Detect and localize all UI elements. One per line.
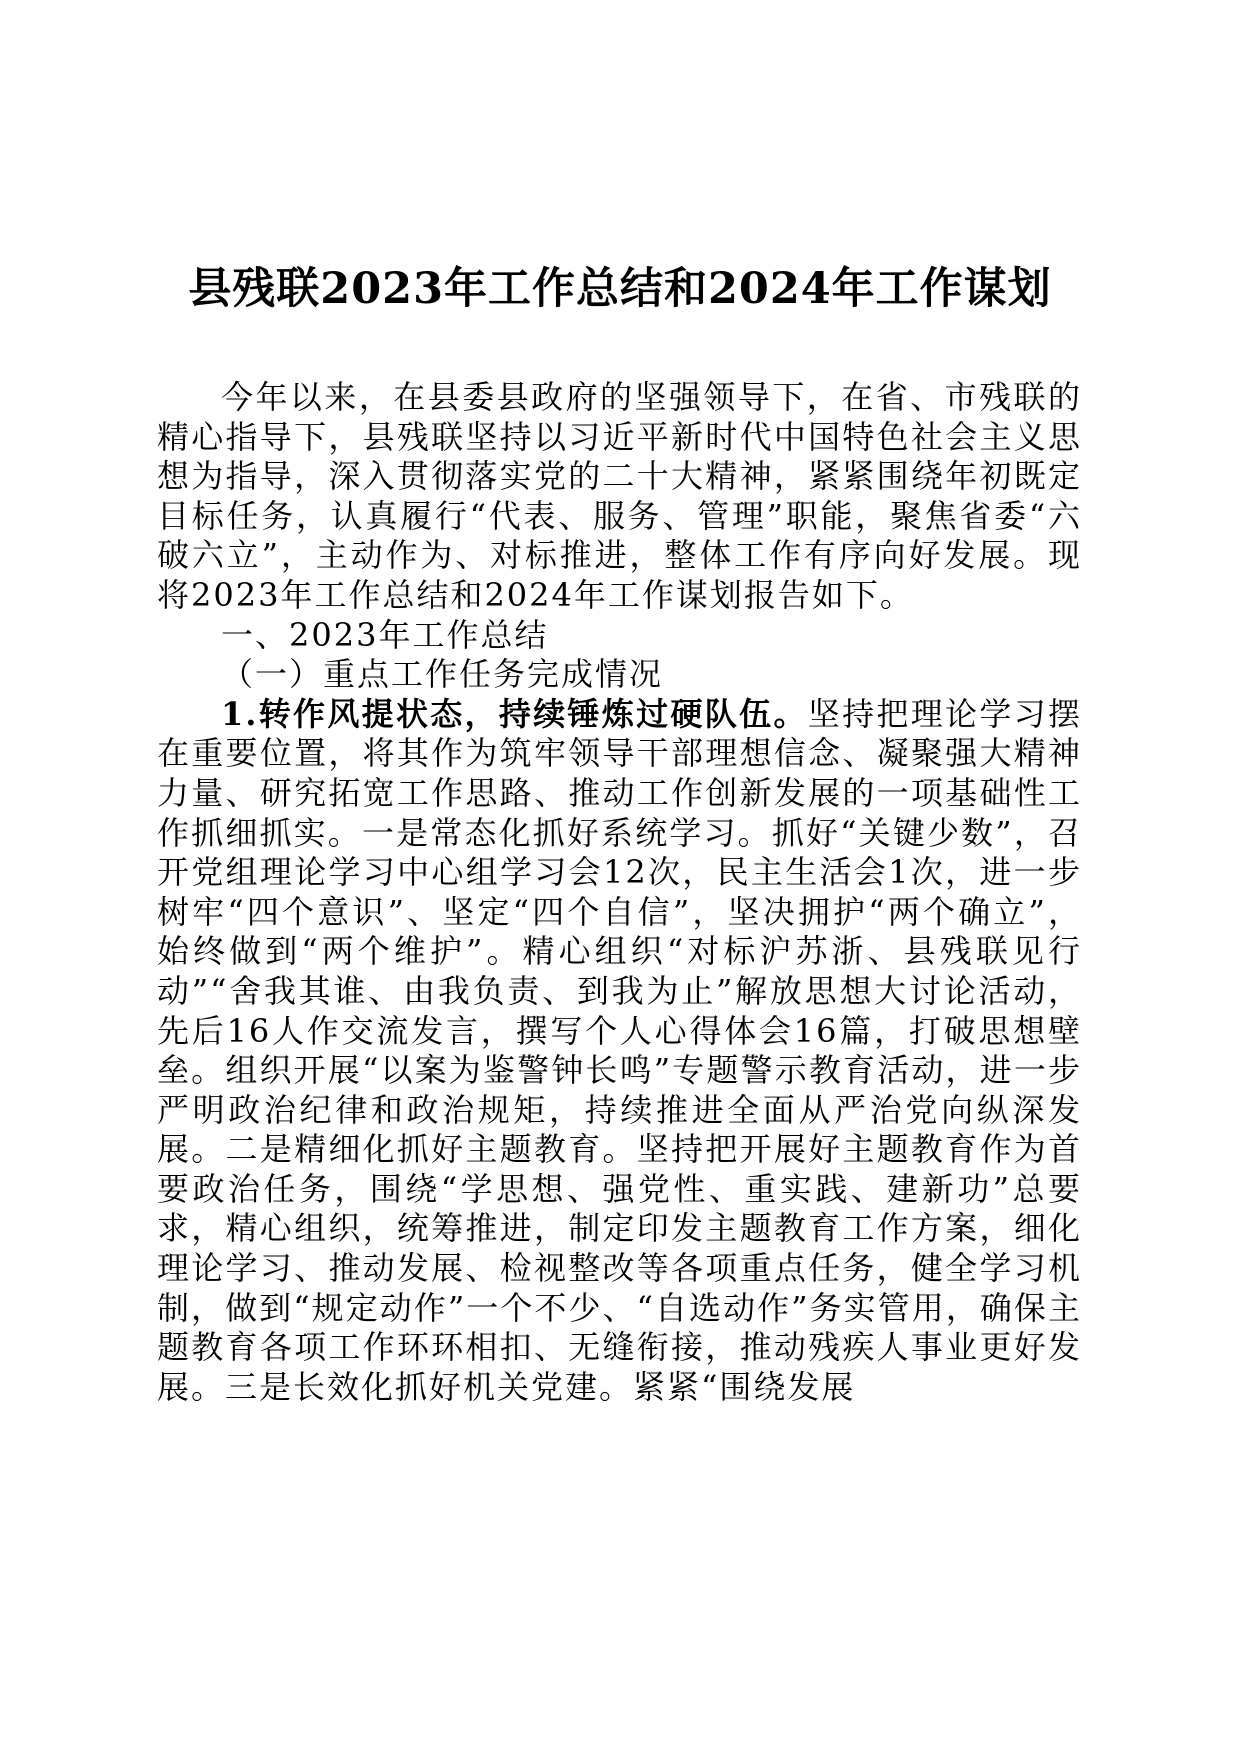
document-title: 县残联2023年工作总结和2024年工作谋划: [188, 264, 1052, 314]
item-text: 坚持把理论学习摆在重要位置，将其作为筑牢领导干部理想信念、凝聚强大精神力量、研究拓宽工作思路、推动工作创新发展的一项基础性工作抓细抓实。一是常态化抓好系统学习。抓好“关键少数”，召开党组理论学习中心组学习会12次，民主生活会1次，进一步树牢“四个意识”、坚定“四个自信”，坚决拥护“两个确立”，始终做到“两个维护”。精心组织“对标沪苏浙、县残联见行动”“舍我其谁、由我负责、到我为止”解放思想大讨论活动，先后16人作交流发言，撰写个人心得体会16篇，打破思想壁垒。组织开展“以案为鉴警钟长鸣”专题警示教育活动，进一步严明政治纪律和政治规矩，持续推进全面从严治党向纵深发展。二是精细化抓好主题教育。坚持把开展好主题教育作为首要政治任务，围绕“学思想、强党性、重实践、建新功”总要求，精心组织，统筹推进，制定印发主题教育工作方案，细化理论学习、推动发展、检视整改等各项重点任务，健全学习机制，做到“规定动作”一个不少、“自选动作”务实管用，确保主题教育各项工作环环相扣、无缝衔接，推动残疾人事业更好发展。三是长效化抓好机关党建。紧紧“围绕发展: [157, 694, 1082, 1406]
section-heading: 一、2023年工作总结: [221, 615, 549, 654]
document-body: [157, 378, 1082, 1407]
item-lead: 1.转作风提状态，持续锤炼过硬队伍。: [221, 694, 808, 733]
subsection-heading: （一）重点工作任务完成情况: [221, 655, 664, 694]
item-paragraph: [157, 695, 1082, 1408]
intro-paragraph: 今年以来，在县委县政府的坚强领导下，在省、市残联的精心指导下，县残联坚持以习近平新时代中国特色社会主义思想为指导，深入贯彻落实党的二十大精神，紧紧围绕年初既定目标任务，认真履行“代表、服务、管理”职能，聚焦省委“六破六立”，主动作为、对标推进，整体工作有序向好发展。现将2023年工作总结和2024年工作谋划报告如下。: [157, 378, 1082, 614]
